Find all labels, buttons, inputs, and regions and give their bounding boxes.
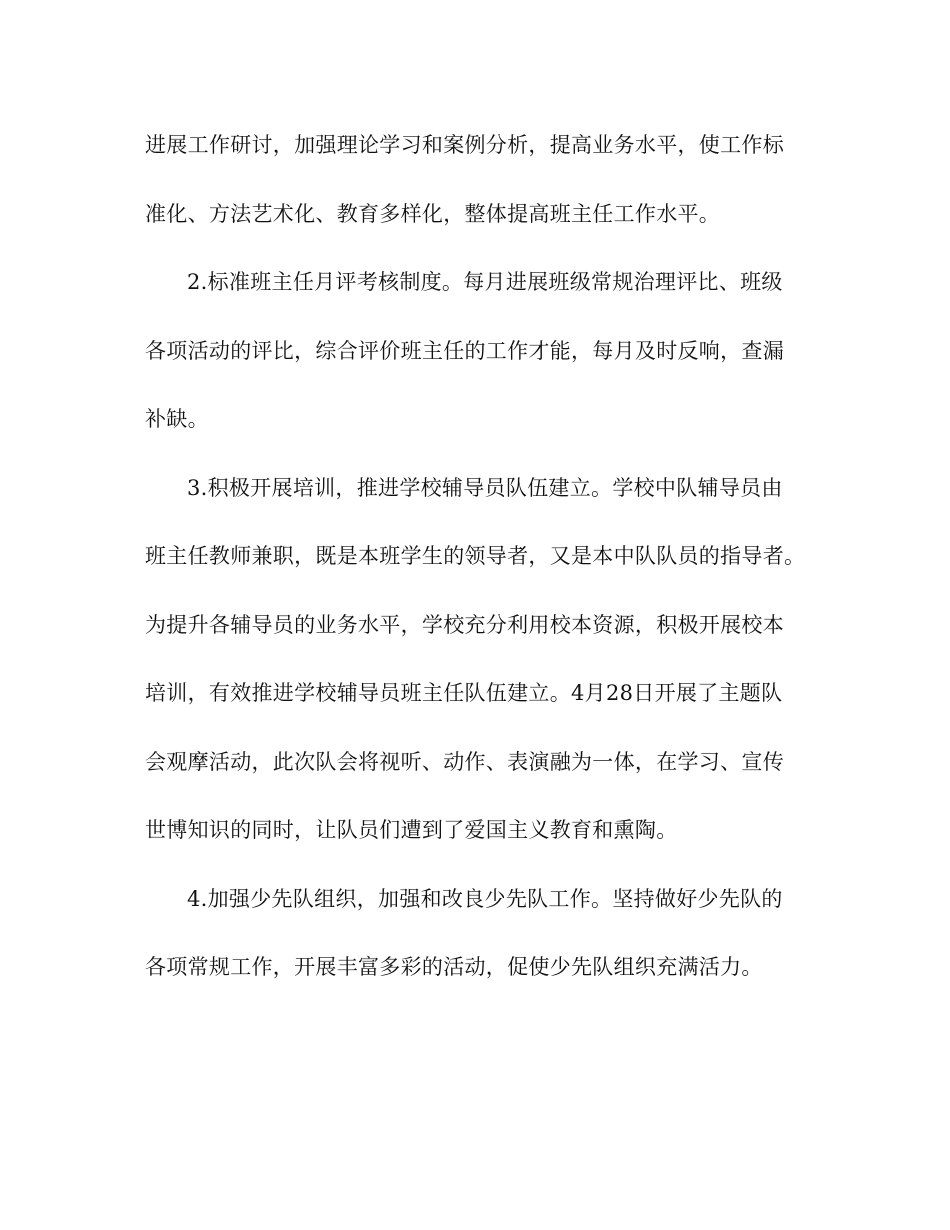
text-line: 班主任教师兼职，既是本班学生的领导者，又是本中队队员的指导者。: [145, 544, 806, 568]
text-line: 为提升各辅导员的业务水平，学校充分利用校本资源，积极开展校本: [145, 612, 784, 637]
text-line: 各项常规工作，开展丰富多彩的活动，促使少先队组织充满活力。: [145, 955, 763, 979]
text-line: 各项活动的评比，综合评价班主任的工作才能，每月及时反响，查漏: [145, 338, 784, 363]
paragraph-3-start: 3.积极开展培训，推进学校辅导员队伍建立。学校中队辅导员由: [187, 475, 783, 500]
body-text: [145, 120, 810, 1011]
paragraph-4-start: 4.加强少先队组织，加强和改良少先队工作。坚持做好少先队的: [187, 886, 783, 911]
text-line: 补缺。: [145, 407, 209, 431]
text-line: 准化、方法艺术化、教育多样化，整体提高班主任工作水平。: [145, 201, 721, 226]
text-line: 世博知识的同时，让队员们遭到了爱国主义教育和熏陶。: [145, 818, 678, 842]
paragraph-2-start: 2.标准班主任月评考核制度。每月进展班级常规治理评比、班级: [187, 270, 783, 294]
text-line: 进展工作研讨，加强理论学习和案例分析，提高业务水平，使工作标: [145, 133, 784, 157]
text-line: 会观摩活动，此次队会将视听、动作、表演融为一体，在学习、宣传: [145, 749, 784, 774]
text-line: 培训，有效推进学校辅导员班主任队伍建立。4月28日开展了主题队: [145, 681, 783, 705]
